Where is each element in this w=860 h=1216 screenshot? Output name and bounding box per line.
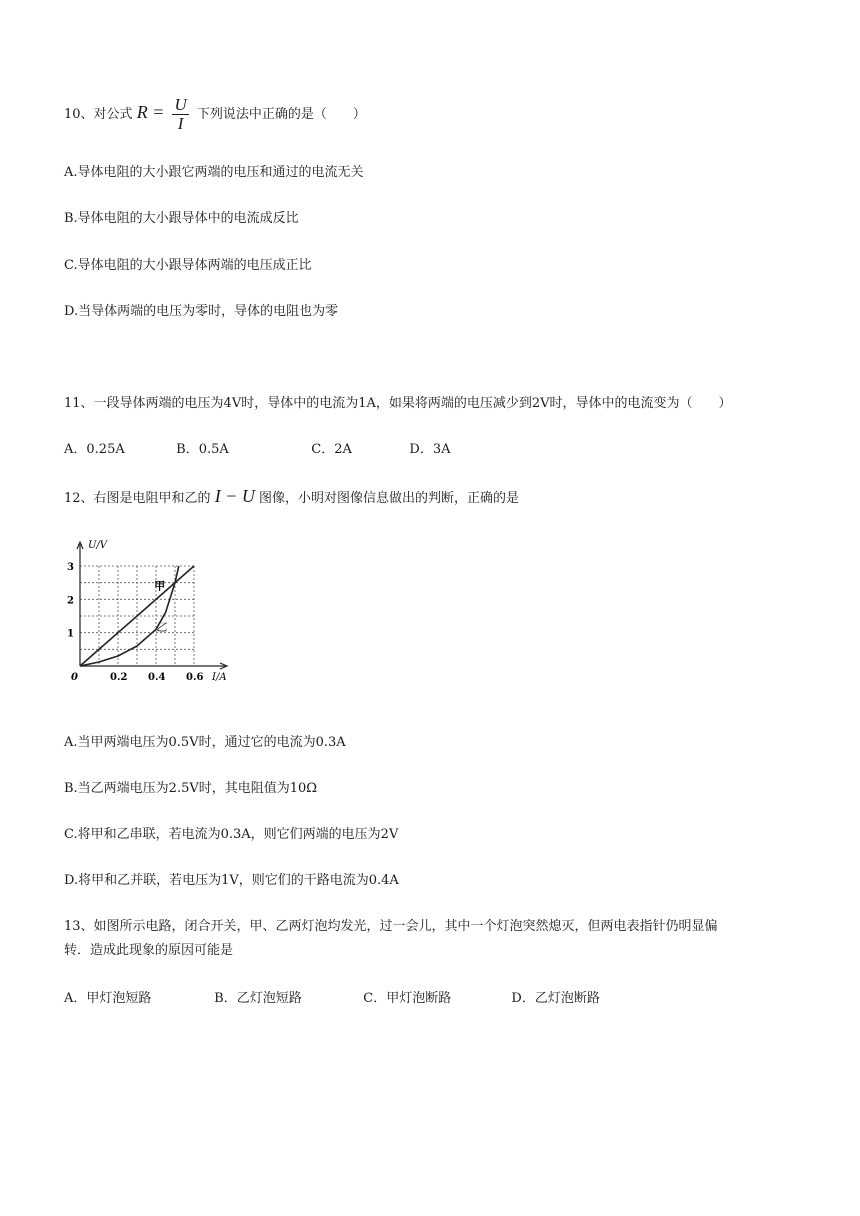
q13-option-d: D．乙灯泡断路 xyxy=(511,991,600,1006)
q11-stem: 11、一段导体两端的电压为4V时，导体中的电流为1A，如果将两端的电压减少到2V时，导体中的电流变为（ ） xyxy=(64,396,732,411)
q12-option-c: C.将甲和乙串联，若电流为0.3A，则它们两端的电压为2V xyxy=(64,827,399,842)
q12-prefix: 12、右图是电阻甲和乙的 xyxy=(64,491,211,506)
q10-option-a: A.导体电阻的大小跟它两端的电压和通过的电流无关 xyxy=(64,165,364,180)
origin-label: 0 xyxy=(71,672,78,683)
q13-option-a: A．甲灯泡短路 xyxy=(64,991,152,1006)
q11-option-d: D．3A xyxy=(409,442,451,457)
iu-chart xyxy=(62,536,252,696)
q12-suffix: 图像，小明对图像信息做出的判断，正确的是 xyxy=(258,491,519,506)
q13-option-c: C．甲灯泡断路 xyxy=(363,991,452,1006)
series-label-jia: 甲 xyxy=(154,579,166,593)
q13-stem-line1: 13、如图所示电路，闭合开关，甲、乙两灯泡均发光，过一会儿，其中一个灯泡突然熄灭，但两电表指针仍明显偏 xyxy=(64,919,718,934)
q10-formula-fraction xyxy=(172,96,188,133)
x-tick-label: 0.2 xyxy=(110,672,128,683)
y-axis-label: U/V xyxy=(88,540,108,551)
q11-option-b: B．0.5A xyxy=(176,442,229,457)
q10-stem xyxy=(64,96,366,133)
q12-option-b: B.当乙两端电压为2.5V时，其电阻值为10Ω xyxy=(64,781,318,796)
x-axis-label: I/A xyxy=(212,672,227,683)
y-tick-label: 1 xyxy=(67,628,74,640)
q13-options xyxy=(64,990,600,1008)
q10-prefix: 10、对公式 xyxy=(64,107,133,122)
q10-option-c: C.导体电阻的大小跟导体两端的电压成正比 xyxy=(64,258,312,273)
q13-stem-line2: 转．造成此现象的原因可能是 xyxy=(64,943,234,958)
q13-option-b: B．乙灯泡短路 xyxy=(214,991,302,1006)
q12-math: I − U xyxy=(214,486,255,506)
y-tick-label: 2 xyxy=(67,595,74,607)
q10-formula-numerator: U xyxy=(174,95,187,114)
q10-suffix: 下列说法中正确的是（ ） xyxy=(196,107,366,122)
q10-formula-denominator: I xyxy=(177,114,184,133)
series-label-yi: 乙 xyxy=(156,621,167,634)
x-tick-label: 0.4 xyxy=(148,672,166,683)
q11-option-a: A．0.25A xyxy=(64,442,125,457)
q10-formula-lhs: R = xyxy=(136,102,165,122)
q10-option-b: B.导体电阻的大小跟导体中的电流成反比 xyxy=(64,211,299,226)
x-tick-label: 0.6 xyxy=(186,672,204,683)
q11-options xyxy=(64,441,451,459)
q11-option-c: C．2A xyxy=(311,442,352,457)
q12-option-d: D.将甲和乙并联，若电压为1V，则它们的干路电流为0.4A xyxy=(64,873,399,888)
q12-stem xyxy=(64,487,519,508)
q10-option-d: D.当导体两端的电压为零时，导体的电阻也为零 xyxy=(64,304,339,319)
y-tick-label: 3 xyxy=(67,562,74,573)
q12-option-a: A.当甲两端电压为0.5V时，通过它的电流为0.3A xyxy=(64,735,346,750)
